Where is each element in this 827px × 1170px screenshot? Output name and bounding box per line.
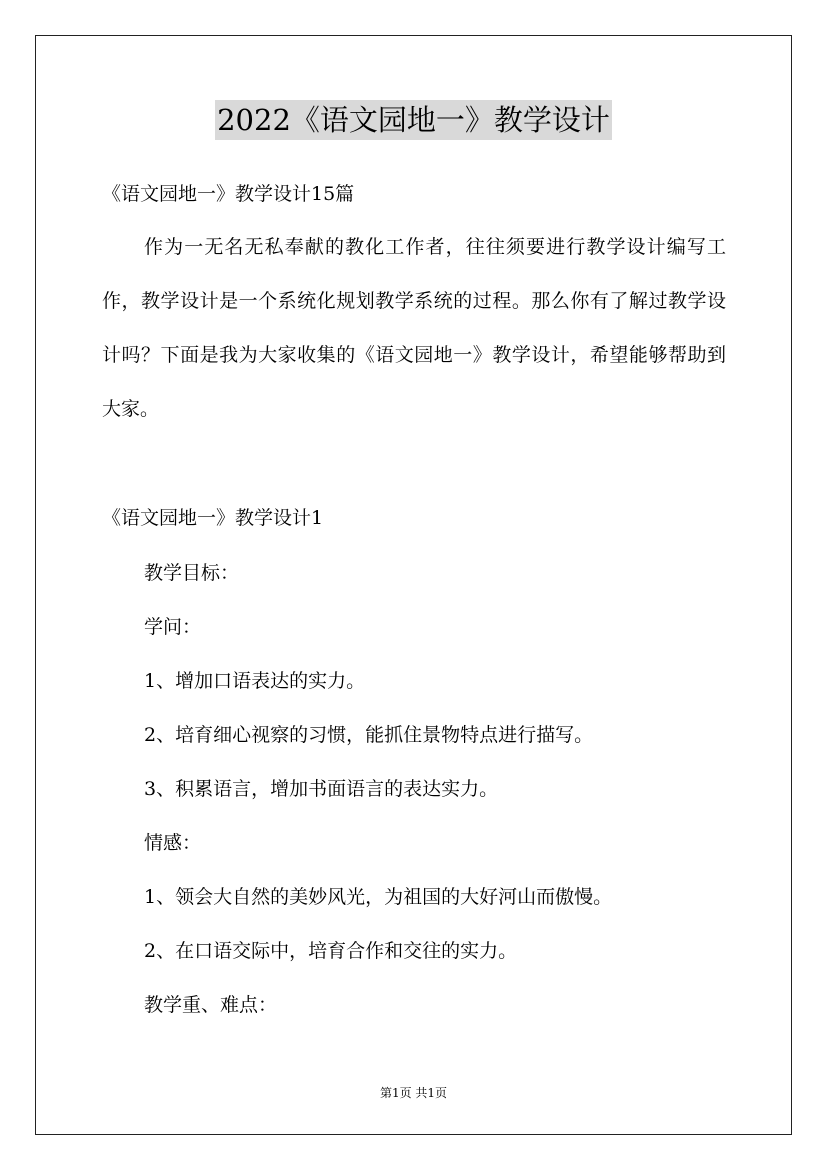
page-footer: 第1页 共1页 (379, 1086, 448, 1100)
document-subtitle: 《语文园地一》教学设计15篇 (102, 183, 355, 205)
content-line: 教学目标： (144, 562, 240, 584)
content-line: 1、增加口语表达的实力。 (144, 670, 366, 692)
title-block (0, 100, 827, 140)
intro-paragraph: 作为一无名无私奉献的教化工作者，往往须要进行教学设计编写工作，教学设计是一个系统化规划教学系统的过程。那么你有了解过教学设计吗？下面是我为大家收集的《语文园地一》教学设计，希望能够帮助到大家。 (102, 236, 726, 420)
document-title: 2022《语文园地一》教学设计 (215, 100, 612, 140)
content-line: 情感： (144, 832, 202, 854)
content-line: 1、领会大自然的美妙风光，为祖国的大好河山而傲慢。 (144, 886, 613, 908)
section-heading: 《语文园地一》教学设计1 (102, 507, 324, 529)
content-line: 2、在口语交际中，培育合作和交往的实力。 (144, 940, 518, 962)
content-line: 2、培育细心视察的习惯，能抓住景物特点进行描写。 (144, 724, 594, 746)
content-line: 学问： (144, 616, 202, 638)
content-line: 教学重、难点： (144, 994, 278, 1016)
content-line: 3、积累语言，增加书面语言的表达实力。 (144, 778, 499, 800)
